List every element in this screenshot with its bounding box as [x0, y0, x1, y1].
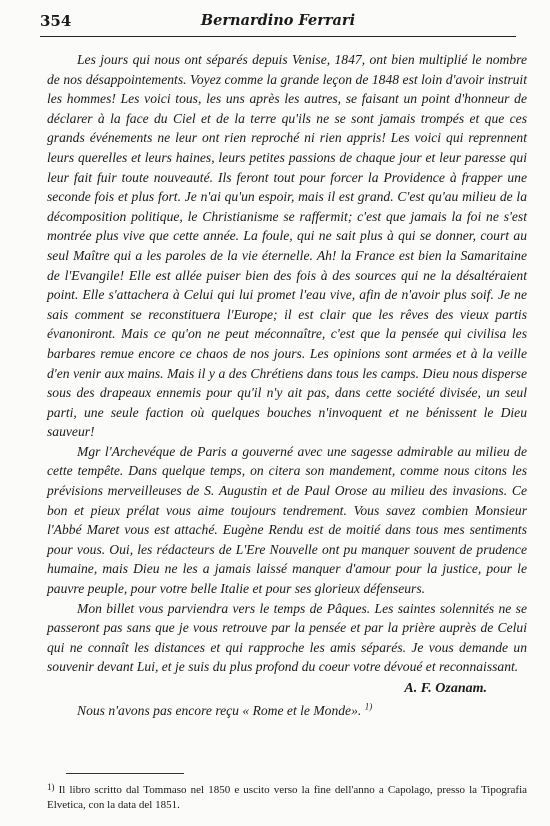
letter-body: [47, 50, 527, 721]
footnote-mark: 1): [47, 782, 55, 792]
paragraph: Mon billet vous parviendra vers le temps de Pâques. Les saintes solennités ne se passeront pas sans que je vous retrouve par la pensée et par la prière auprès de Celui qui ne connaît les distances et qui rapproche les amis séparés. Je vous demande un souvenir devant Lui, et je suis du plus profond du coeur votre dévoué et reconnaissant.: [47, 600, 527, 675]
paragraph: Mgr l'Archevéque de Paris a gouverné avec une sagesse admirable au milieu de cette tempête. Dans quelque temps, on citera son mandement, comme nous citons les prévisions merveilleuses de S. Augustin et de Paul Orose au milieu des invasions. Ce bon et pieux prélat vous aime toujours tendrement. Vous savez combien Monsieur l'Abbé Maret vous est attaché. Eugène Rendu est de moitié dans tous mes sentiments pour vous. Oui, les rédacteurs de L'Ere Nouvelle ont pu manquer souvent de prudence humaine, mais Dieu ne les a jamais laissé manquer d'amour pour la justice, pour le pauvre peuple, pour votre belle Italie et pour ses glorieux défenseurs.: [47, 443, 527, 597]
closing-line-text: Nous n'avons pas encore reçu « Rome et le Monde».: [77, 703, 362, 718]
closing-line: [47, 701, 527, 721]
paragraph: Les jours qui nous ont séparés depuis Venise, 1847, ont bien multiplié le nombre de nos désappointements. Voyez comme la grande leçon de 1848 est loin d'avoir instruit les hommes! Les voici tous, les uns après les autres, se faisant un point d'honneur de déclarer à la face du Ciel et de la terre qu'ils ne se sont jamais trompés et que ces grands événements ne leur ont rien reproché ni rien appris! Les voici qui reprennent leurs querelles et leurs haines, leurs petites passions de chaque jour et leur paresse qui leur fait fuir toute nouveauté. Ils feront tout pour forcer la Providence à frapper une seconde fois et plus fort. Je n'ai qu'un espoir, mais il est grand. C'est qu'au milieu de la décomposition politique, le Christianisme se raffermit; c'est que jamais la foi ne s'est montrée plus vive que cette année. La foule, qui ne sait plus à qui se donner, court au seul Maître qui a les paroles de la vie éternelle. Ah! la France est bien la Samaritaine de l'Evangile! Elle est allée puiser bien des fois à des sources qui ne la désaltéraient point. Elle s'attachera à Celui qui lui promet l'eau vive, afin de n'avoir plus soif. Je ne sais comment se reconstituera l'Europe; il est clair que les rêves des vieux partis évanoniront. Mais ce qu'on ne peut méconnaître, c'est que la pensée qui civilisa les barbares remue encore ce chaos de nos jours. Les opinions sont armées et à la veille d'en venir aux mains. Mais il y a des Chrétiens dans tous les camps. Dieu nous disperse sous des drapeaux ennemis pour qu'il n'y ait pas, dans cette société divisée, un seul parti, une seule faction où quelques bouches n'invoquent et ne bénissent le Dieu sauveur!: [47, 52, 527, 440]
page-header: [40, 6, 516, 37]
footnote: [47, 780, 527, 813]
footnote-separator: [66, 773, 184, 774]
signature-row: [47, 677, 527, 701]
footnote-reference: 1): [364, 701, 373, 712]
footnote-text: Il libro scritto dal Tommaso nel 1850 e uscito verso la fine dell'anno a Capolago, presso la Tipografia Elvetica, con la data del 1851.: [47, 784, 528, 811]
page-number: 354: [40, 12, 72, 30]
signature: A. F. Ozanam.: [404, 681, 487, 696]
running-head: Bernardino Ferrari: [200, 12, 356, 29]
